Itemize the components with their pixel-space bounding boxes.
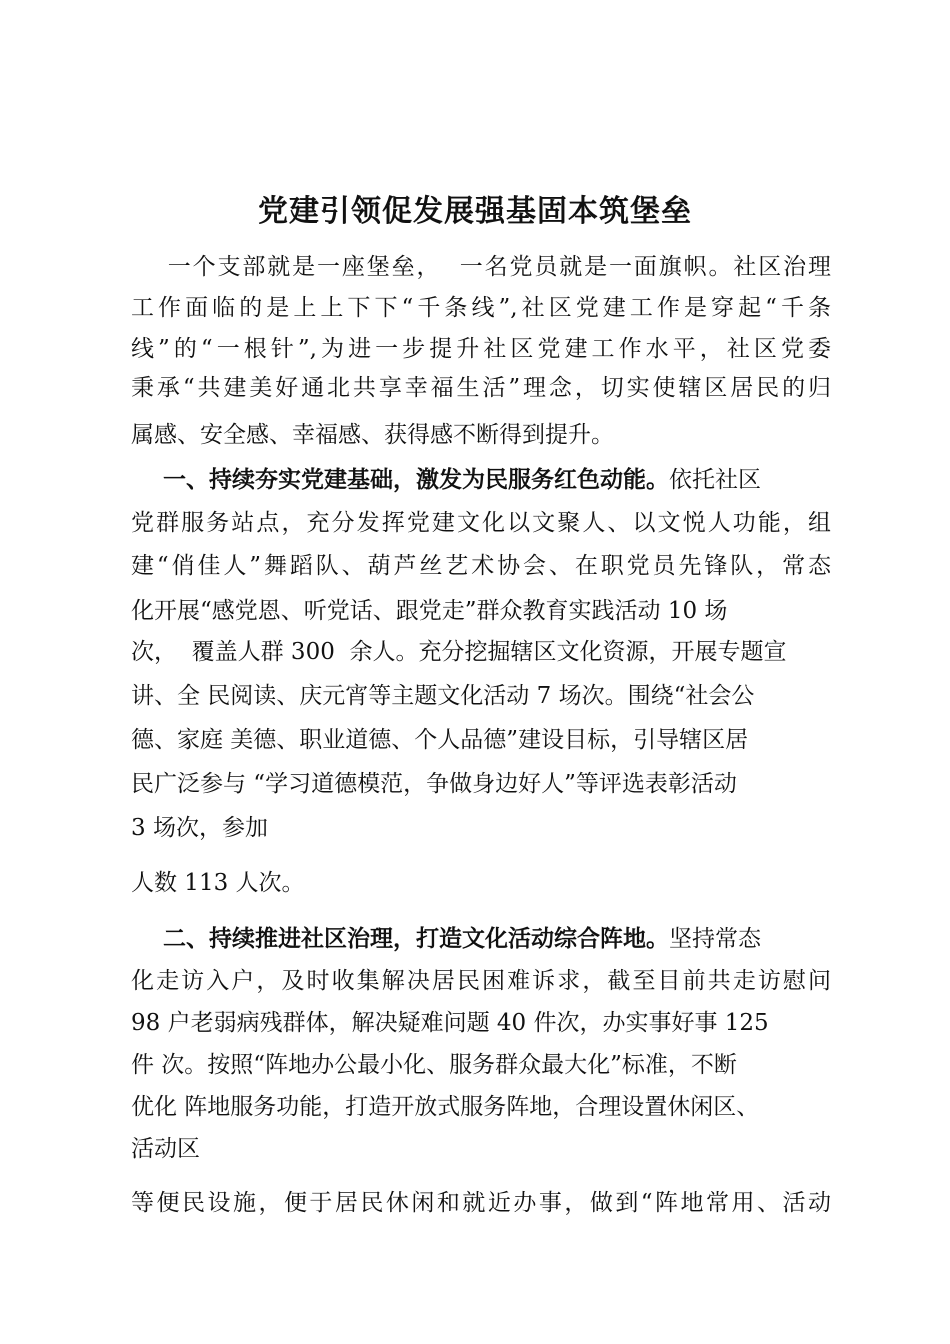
paragraph-line: 次， 覆盖人群 300 余人。充分挖掘辖区文化资源，开展专题宣 bbox=[131, 639, 787, 665]
paragraph-line: 党群服务站点，充分发挥党建文化以文聚人、以文悦人功能，组 bbox=[131, 510, 831, 536]
paragraph-line: 优化 阵地服务功能，打造开放式服务阵地，合理设置休闲区、 bbox=[131, 1094, 760, 1120]
paragraph-line: 一个支部就是一座堡垒， 一名党员就是一面旗帜。社区治理 bbox=[131, 254, 831, 280]
paragraph-line: 建“俏佳人”舞蹈队、葫芦丝艺术协会、在职党员先锋队，常态 bbox=[131, 553, 831, 579]
section-heading-line bbox=[131, 922, 831, 956]
section-heading-2: 二、持续推进社区治理，打造文化活动综合阵地。 bbox=[131, 926, 670, 952]
paragraph-line: 属感、安全感、幸福感、获得感不断得到提升。 bbox=[131, 422, 614, 448]
section-heading-1: 一、持续夯实党建基础，激发为民服务红色动能。 bbox=[131, 467, 670, 493]
document-title: 党建引领促发展强基固本筑堡垒 bbox=[258, 194, 692, 229]
paragraph-line: 讲、全 民阅读、庆元宵等主题文化活动 7 场次。围绕“社会公 bbox=[131, 683, 755, 709]
paragraph-line: 3 场次，参加 bbox=[131, 815, 268, 841]
paragraph-line: 秉承“共建美好通北共享幸福生活”理念，切实使辖区居民的归 bbox=[131, 375, 831, 401]
paragraph-line: 线”的“一根针”,为进一步提升社区党建工作水平，社区党委 bbox=[131, 336, 831, 362]
paragraph-line: 民广泛参与 “学习道德模范，争做身边好人”等评选表彰活动 bbox=[131, 771, 737, 797]
paragraph-line: 德、家庭 美德、职业道德、个人品德”建设目标，引导辖区居 bbox=[131, 727, 749, 753]
paragraph-line: 化走访入户，及时收集解决居民困难诉求，截至目前共走访慰问 bbox=[131, 968, 831, 994]
paragraph-text: 依托社区 bbox=[669, 467, 762, 493]
paragraph-text: 坚持常态 bbox=[669, 926, 762, 952]
paragraph-line: 98 户老弱病残群体，解决疑难问题 40 件次，办实事好事 125 bbox=[131, 1010, 769, 1036]
paragraph-line: 化开展“感党恩、听党话、跟党走”群众教育实践活动 10 场 bbox=[131, 598, 728, 624]
section-heading-line bbox=[131, 463, 831, 497]
paragraph-line: 人数 113 人次。 bbox=[131, 870, 305, 896]
paragraph-line: 工作面临的是上上下下“千条线”,社区党建工作是穿起“千条 bbox=[131, 295, 831, 321]
paragraph-line: 等便民设施，便于居民休闲和就近办事，做到“阵地常用、活动 bbox=[131, 1190, 831, 1216]
paragraph-line: 件 次。按照“阵地办公最小化、服务群众最大化”标准，不断 bbox=[131, 1052, 737, 1078]
paragraph-line: 活动区 bbox=[131, 1136, 200, 1162]
